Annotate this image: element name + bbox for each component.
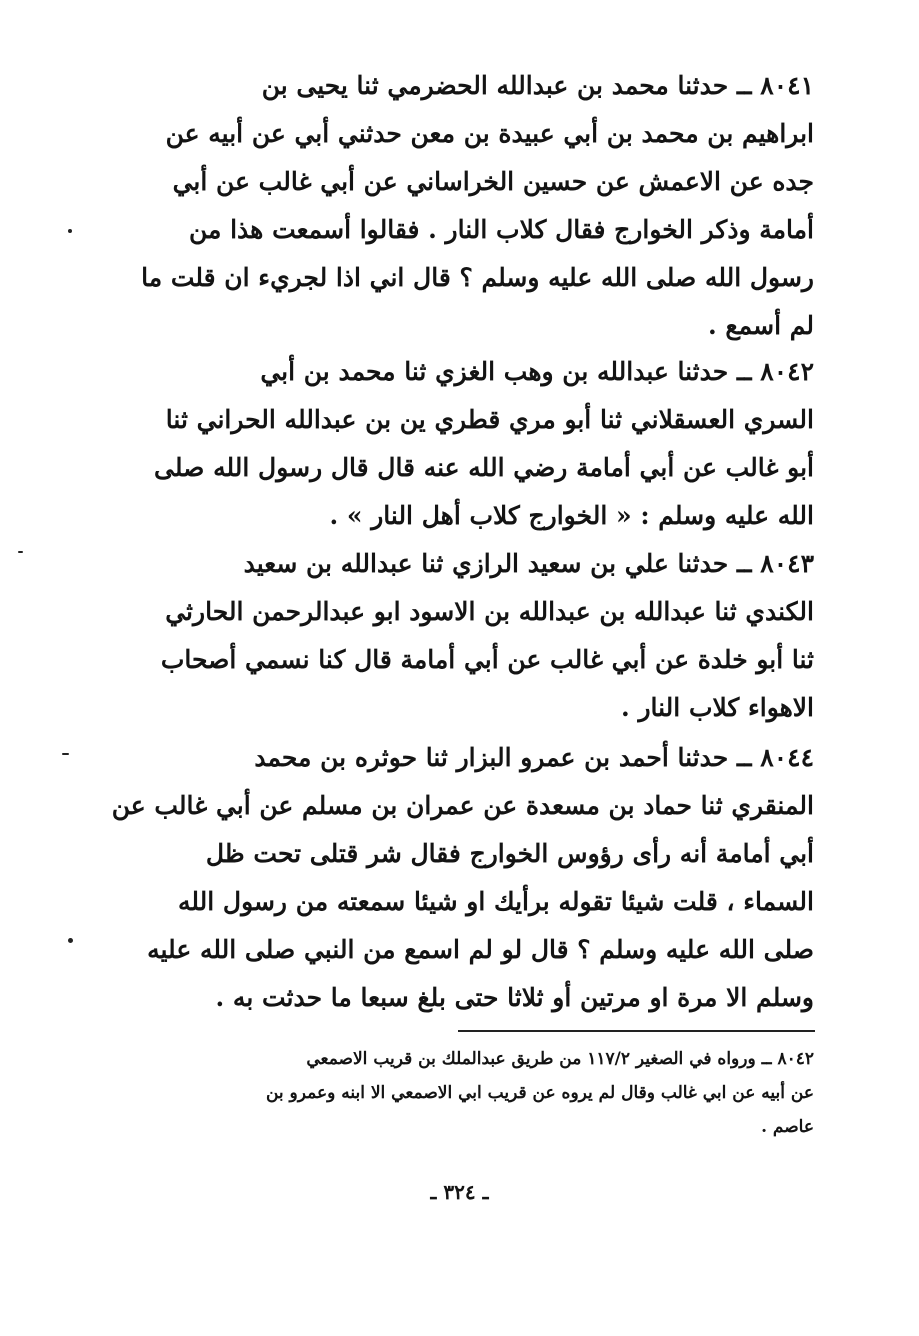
scan-speck (18, 551, 23, 553)
text-line: ٨٠٤٢ ــ حدثنا عبدالله بن وهب الغزي ثنا محمد بن أبي (260, 357, 814, 386)
text-line: ثنا أبو خلدة عن أبي غالب عن أبي أمامة قال كنا نسمي أصحاب (160, 645, 814, 674)
scan-speck (62, 753, 69, 755)
scan-speck (68, 229, 72, 233)
text-line: أبو غالب عن أبي أمامة رضي الله عنه قال قال رسول الله صلى (154, 453, 814, 482)
text-line: أمامة وذكر الخوارج فقال كلاب النار . فقالوا أسمعت هذا من (188, 215, 814, 244)
hadith-8041 (104, 62, 814, 350)
footnote-line: عاصم . (761, 1117, 814, 1137)
text-line: رسول الله صلى الله عليه وسلم ؟ قال اني اذا لجريء ان قلت ما (141, 263, 814, 292)
footnote-divider (458, 1030, 815, 1032)
text-line: وسلم الا مرة او مرتين أو ثلاثا حتى بلغ سبعا ما حدثت به . (215, 983, 814, 1012)
footnote-line: ٨٠٤٢ ــ ورواه في الصغير ١١٧/٢ من طريق عبدالملك بن قريب الاصمعي (306, 1049, 814, 1069)
text-line: صلى الله عليه وسلم ؟ قال لو لم اسمع من النبي صلى الله عليه (147, 935, 814, 964)
text-line: ابراهيم بن محمد بن أبي عبيدة بن معن حدثني أبي عن أبيه عن (165, 119, 814, 148)
hadith-8044 (104, 734, 814, 1022)
text-line: أبي أمامة أنه رأى رؤوس الخوارج فقال شر قتلى تحت ظل (205, 839, 814, 868)
text-line: لم أسمع . (707, 311, 814, 340)
hadith-8043 (104, 540, 814, 732)
text-line: السري العسقلاني ثنا أبو مري قطري ين بن عبدالله الحراني ثنا (165, 405, 814, 434)
scan-speck (68, 938, 73, 943)
text-line: الله عليه وسلم : « الخوارج كلاب أهل النار » . (329, 501, 814, 530)
text-line: السماء ، قلت شيئا تقوله برأيك او شيئا سمعته من رسول الله (177, 887, 814, 916)
text-line: ٨٠٤٤ ــ حدثنا أحمد بن عمرو البزار ثنا حوثره بن محمد (254, 743, 814, 772)
footnote-line: عن أبيه عن ابي غالب وقال لم يروه عن قريب ابي الاصمعي الا ابنه وعمرو بن (265, 1083, 814, 1103)
text-line: الكندي ثنا عبدالله بن عبدالله بن الاسود ابو عبدالرحمن الحارثي (165, 597, 814, 626)
text-line: ٨٠٤١ ــ حدثنا محمد بن عبدالله الحضرمي ثنا يحيى بن (261, 71, 814, 100)
footnote (104, 1042, 814, 1144)
page-number: ـ ٣٢٤ ـ (430, 1180, 489, 1204)
hadith-8042 (104, 348, 814, 540)
text-line: المنقري ثنا حماد بن مسعدة عن عمران بن مسلم عن أبي غالب عن (111, 791, 814, 820)
text-line: الاهواء كلاب النار . (621, 693, 814, 722)
text-line: جده عن الاعمش عن حسين الخراساني عن أبي غالب عن أبي (172, 167, 814, 196)
text-line: ٨٠٤٣ ــ حدثنا علي بن سعيد الرازي ثنا عبدالله بن سعيد (243, 549, 814, 578)
